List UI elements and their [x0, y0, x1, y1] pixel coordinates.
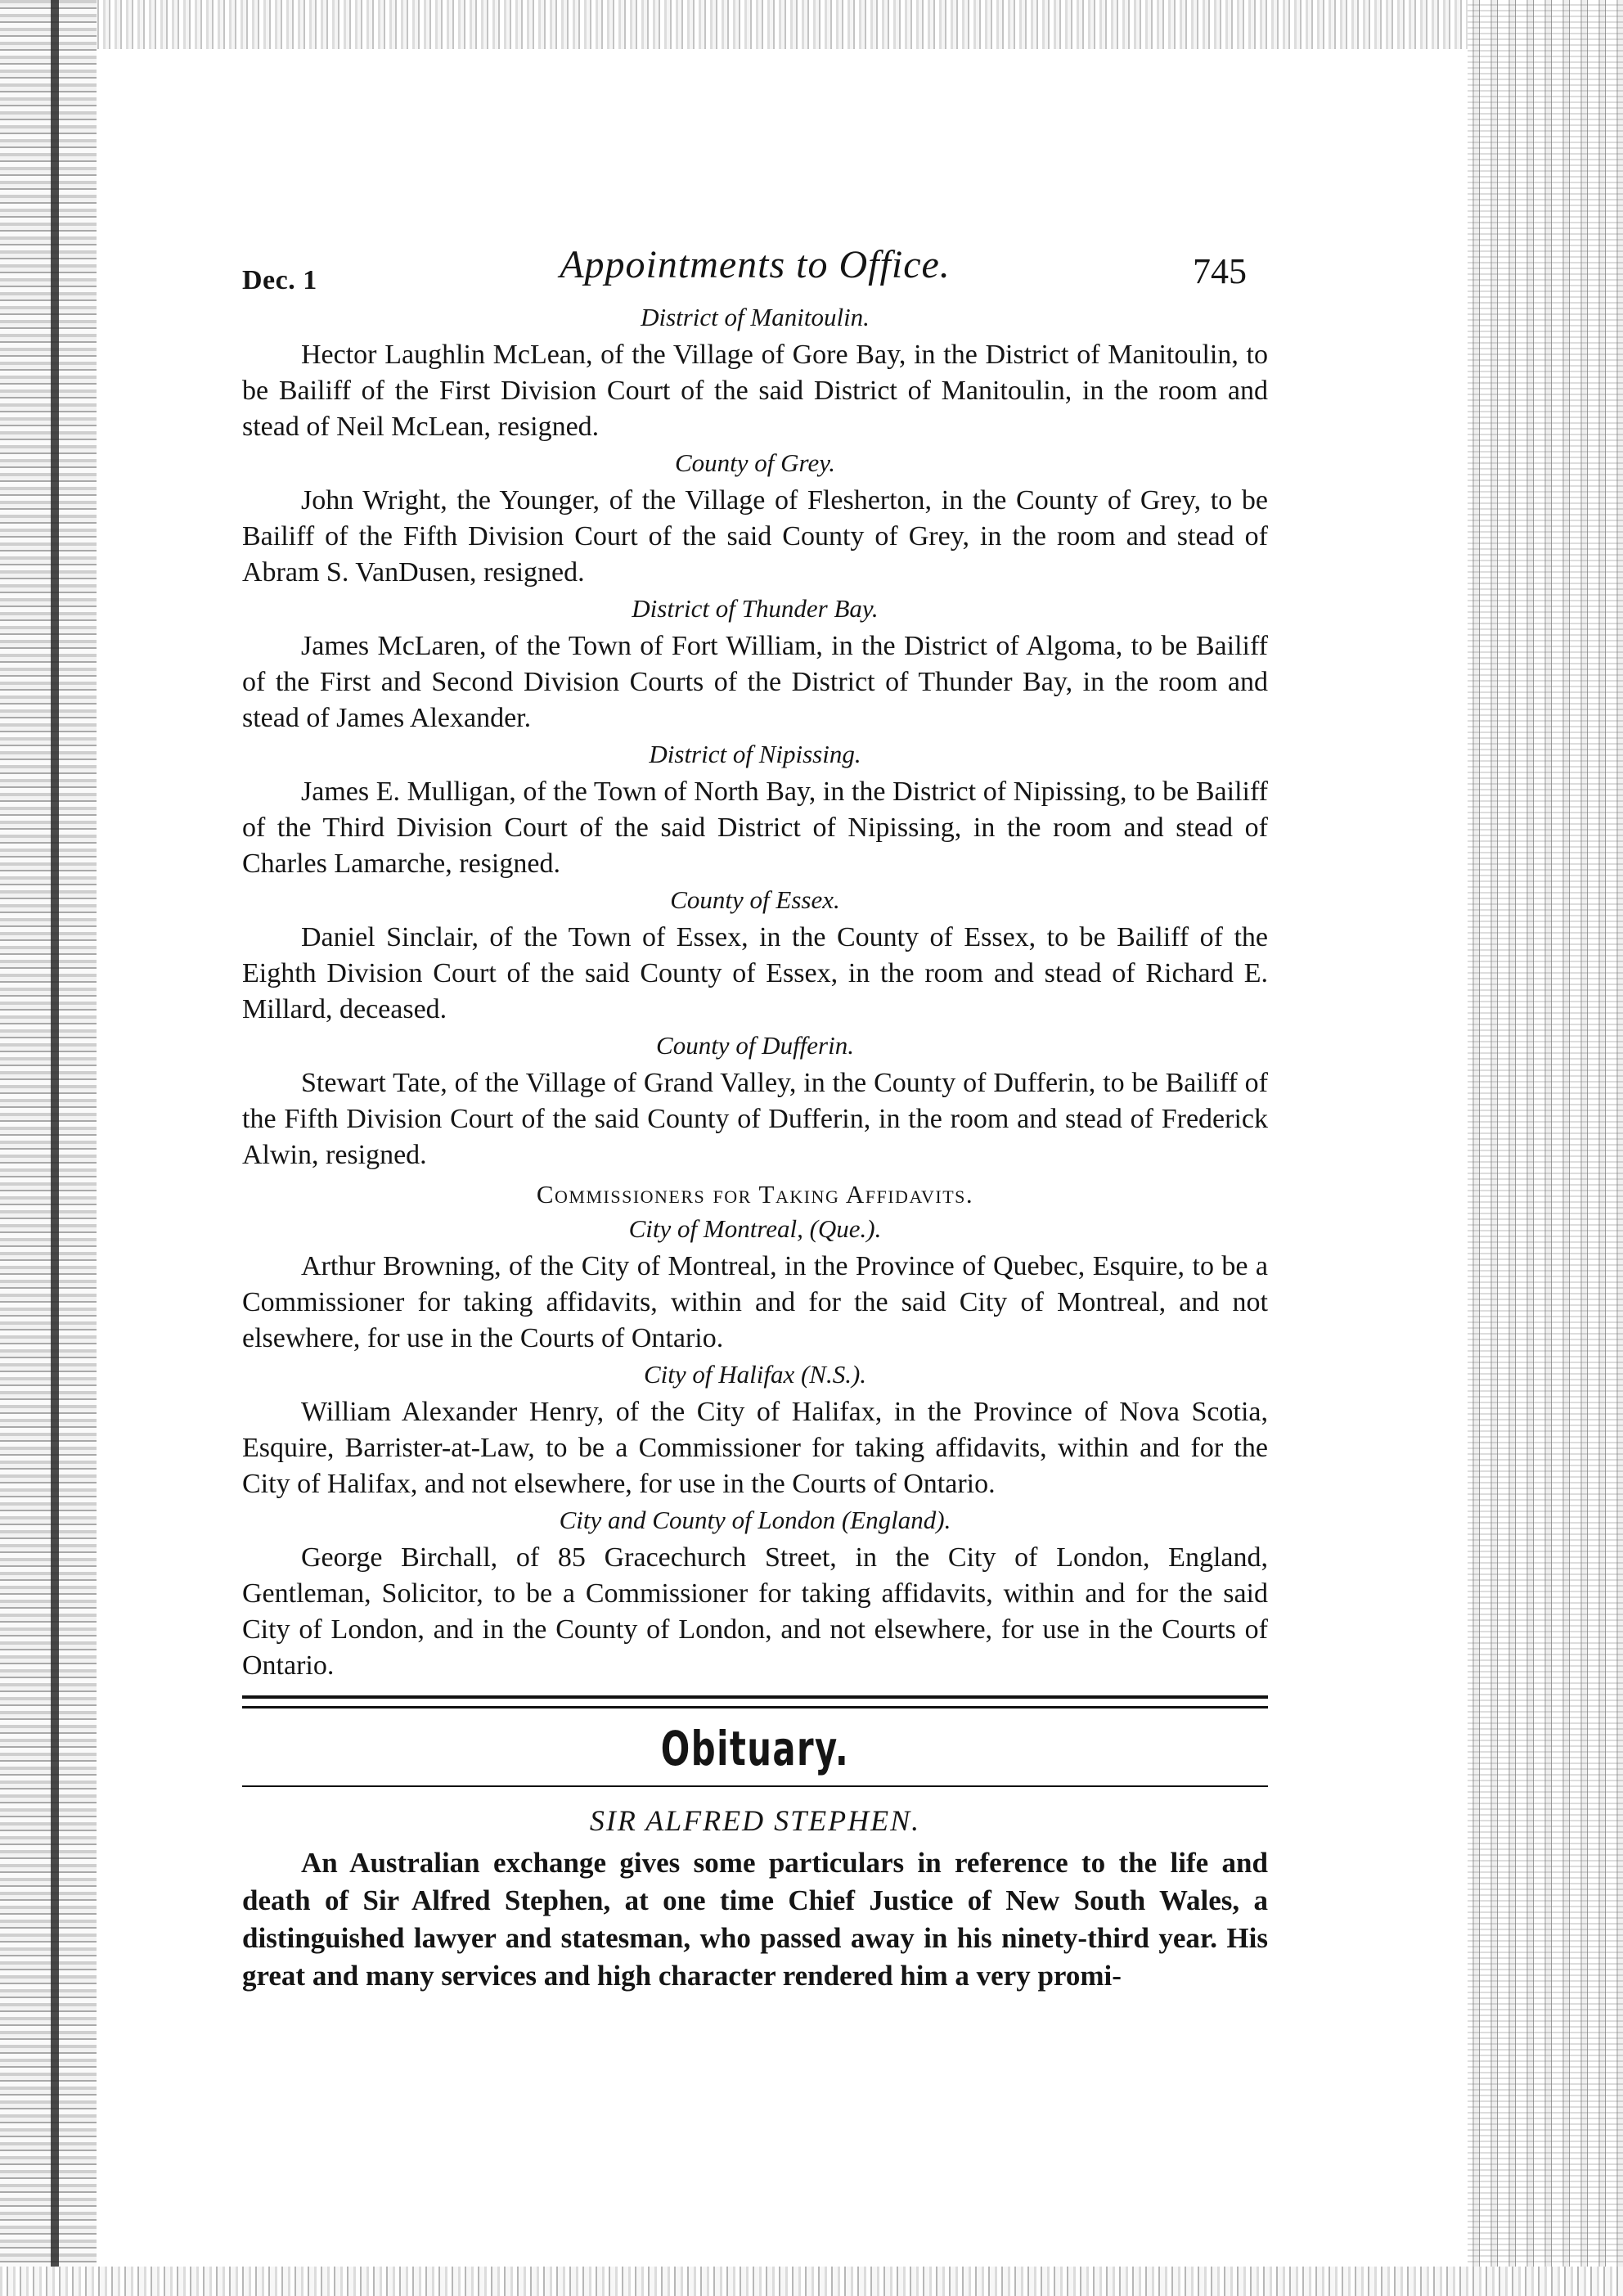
appointment-entry	[242, 447, 1268, 591]
section-heading: District of Manitoulin.	[641, 303, 870, 331]
page-number: 745	[1193, 251, 1247, 291]
entry-text: John Wright, the Younger, of the Village of Flesherton, in the County of Grey, to be Bailiff of the Fifth Division Court of the said County of Grey, in the room and stead of Abram S. VanDusen, resigned.	[242, 485, 1268, 588]
section-heading: County of Essex.	[670, 885, 840, 914]
appointment-entry	[242, 1029, 1268, 1173]
entry-text: Arthur Browning, of the City of Montreal, in the Province of Quebec, Esquire, to be a Commissioner for taking affidavits, within and for the said City of Montreal, and not elsewhere, for use in the Courts of Ontario.	[242, 1251, 1268, 1353]
entry-text: William Alexander Henry, of the City of Halifax, in the Province of Nova Scotia, Esquire, Barrister-at-Law, to be a Commissioner for taking affidavits, within and for the City of Halifax, and not elsewhere, for use in the Courts of Ontario.	[242, 1397, 1268, 1499]
scan-border-right	[1468, 0, 1623, 2296]
obituary-subtitle: SIR ALFRED STEPHEN.	[589, 1804, 921, 1837]
running-head	[242, 242, 1268, 299]
appointment-entry	[242, 884, 1268, 1028]
section-heading: City and County of London (England).	[559, 1506, 951, 1534]
entry-text: Hector Laughlin McLean, of the Village of Gore Bay, in the District of Manitoulin, to be Bailiff of the First Division Court of the said District of Manitoulin, in the room and stead of Neil McLean, resigned.	[242, 340, 1268, 442]
scan-border-left	[0, 0, 97, 2296]
entry-text: George Birchall, of 85 Gracechurch Street, in the City of London, England, Gentleman, Solicitor, to be a Commissioner for taking affidavits, within and for the said City of London, and in the County of London, and not elsewhere, for use in the Courts of Ontario.	[242, 1542, 1268, 1681]
commissioners-heading: Commissioners for Taking Affidavits.	[536, 1180, 974, 1209]
entry-text: Stewart Tate, of the Village of Grand Valley, in the County of Dufferin, to be Bailiff of the Fifth Division Court of the said County of Dufferin, in the room and stead of Frederick Alwin, resigned.	[242, 1068, 1268, 1170]
section-heading: District of Nipissing.	[649, 740, 861, 768]
scan-border-top	[0, 0, 1623, 49]
section-heading: City of Montreal, (Que.).	[628, 1214, 882, 1243]
appointment-entry	[242, 592, 1268, 736]
entry-text: Daniel Sinclair, of the Town of Essex, in the County of Essex, to be Bailiff of the Eighth Division Court of the said County of Essex, in the room and stead of Richard E. Millard, deceased.	[242, 922, 1268, 1024]
commissioner-entry	[242, 1213, 1268, 1357]
scan-border-bottom	[0, 2267, 1623, 2296]
appointment-entry	[242, 301, 1268, 445]
commissioner-entry	[242, 1358, 1268, 1502]
header-title: Appointments to Office.	[560, 243, 951, 286]
section-heading: District of Thunder Bay.	[632, 594, 879, 623]
appointment-entry	[242, 738, 1268, 882]
obituary-title: Obituary.	[660, 1721, 850, 1776]
commissioner-entry	[242, 1504, 1268, 1684]
section-heading: County of Dufferin.	[656, 1031, 854, 1060]
header-date: Dec. 1	[242, 265, 317, 295]
document-page	[242, 242, 1268, 1995]
entry-text: James McLaren, of the Town of Fort William, in the District of Algoma, to be Bailiff of the First and Second Division Courts of the District of Thunder Bay, in the room and stead of James Alexander.	[242, 631, 1268, 733]
obituary-text: An Australian exchange gives some particulars in reference to the life and death of Sir Alfred Stephen, at one time Chief Justice of New South Wales, a distinguished lawyer and statesman, who passed away in his ninety-third year. His great and many services and high character rendered him a very promi-	[242, 1847, 1268, 1992]
entry-text: James E. Mulligan, of the Town of North Bay, in the District of Nipissing, to be Bailiff of the Third Division Court of the said District of Nipissing, in the room and stead of Charles Lamarche, resigned.	[242, 777, 1268, 879]
rule-divider	[242, 1785, 1268, 1787]
section-heading: City of Halifax (N.S.).	[643, 1360, 867, 1389]
section-heading: County of Grey.	[674, 448, 836, 477]
double-rule-divider	[242, 1695, 1268, 1708]
